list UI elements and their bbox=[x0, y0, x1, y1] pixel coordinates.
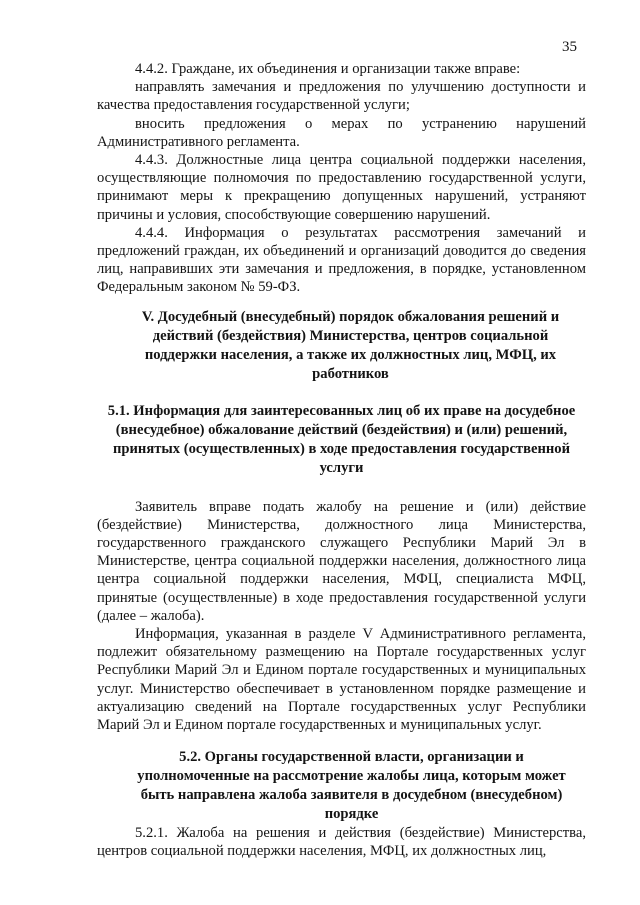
page-number: 35 bbox=[562, 39, 577, 55]
paragraph-5-1-complaint-right: Заявитель вправе подать жалобу на решение и (или) действие (бездействие) Министерства, должностного лица Министерства, государственного гражданского служащего Республики Марий Эл в Министерстве, центра социальной поддержки населения, должностного лица центра социальной поддержки населения, МФЦ, специалиста МФЦ, принятые (осуществленные) в ходе предоставления государственной услуги (далее – жалоба). bbox=[97, 498, 586, 624]
paragraph-4-4-2: 4.4.2. Граждане, их объединения и организации также вправе: bbox=[135, 61, 521, 77]
paragraph-submit-proposals: вносить предложения о мерах по устранению нарушений Административного регламента. bbox=[97, 115, 586, 150]
paragraph-4-4-3: 4.4.3. Должностные лица центра социальной поддержки населения, осуществляющие полномочия по предоставлению государственной услуги, принимают меры к прекращению допущенных нарушений, устраняют причины и условия, способствующие совершению нарушений. bbox=[97, 152, 586, 223]
subsection-5-1-heading: 5.1. Информация для заинтересованных лиц об их праве на досудебное (внесудебное) обжалование действий (бездействия) и (или) решений, принятых (осуществленных) в ходе предоставления государственной услуги bbox=[107, 402, 576, 476]
subsection-5-2-heading: 5.2. Органы государственной власти, организации и уполномоченные на рассмотрение жалобы лица, которым может быть направлена жалоба заявителя в досудебном (внесудебном) порядке bbox=[137, 749, 566, 823]
paragraph-5-1-portal-info: Информация, указанная в разделе V Административного регламента, подлежит обязательному размещению на Портале государственных услуг Республики Марий Эл и Едином портале государственных и муниципальных услуг. Министерство обеспечивает в установленном порядке размещение и актуализацию сведений на Портале государственных услуг Республики Марий Эл и Едином портале государственных и муниципальных услуг. bbox=[97, 626, 586, 734]
page-content bbox=[97, 60, 586, 861]
paragraph-direct-remarks: направлять замечания и предложения по улучшению доступности и качества предоставления государственной услуги; bbox=[97, 79, 586, 114]
paragraph-5-2-1: 5.2.1. Жалоба на решения и действия (бездействие) Министерства, центров социальной поддержки населения, МФЦ, их должностных лиц, bbox=[97, 825, 586, 860]
paragraph-4-4-4: 4.4.4. Информация о результатах рассмотрения замечаний и предложений граждан, их объединений и организаций доводится до сведения лиц, направивших эти замечания и предложения, в порядке, установленном Федеральным законом № 59-ФЗ. bbox=[97, 224, 586, 296]
section-5-heading: V. Досудебный (внесудебный) порядок обжалования решений и действий (бездействия) Министерства, центров социальной поддержки населения, а также их должностных лиц, МФЦ, их работников bbox=[141, 308, 560, 382]
